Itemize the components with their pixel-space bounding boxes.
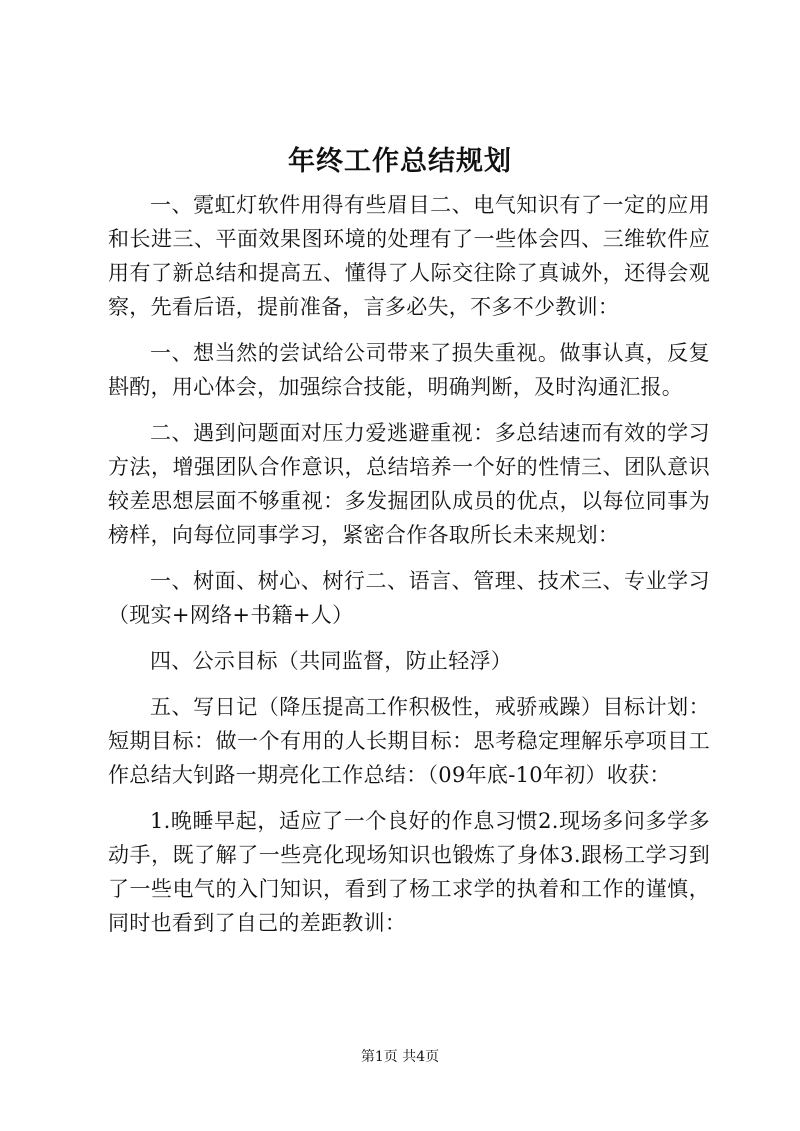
paragraph: 二、遇到问题面对压力爱逃避重视：多总结速而有效的学习方法，增强团队合作意识，总结培养一个好的性情三、团队意识较差思想层面不够重视：多发掘团队成员的优点，以每位同事为榜样，向每位同事学习，紧密合作各取所长未来规划：: [108, 421, 710, 547]
document-body: [108, 188, 710, 952]
paragraph: 1.晚睡早起，适应了一个良好的作息习惯2.现场多问多学多动手，既了解了一些亮化现场知识也锻炼了身体3.跟杨工学习到了一些电气的入门知识，看到了杨工求学的执着和工作的谨慎，同时也看到了自己的差距教训：: [108, 809, 710, 935]
document-title: 年终工作总结规划: [288, 146, 512, 177]
paragraph: 五、写日记（降压提高工作积极性，戒骄戒躁）目标计划：短期目标：做一个有用的人长期目标：思考稳定理解乐亭项目工作总结大钊路一期亮化工作总结：（09年底-10年初）收获：: [108, 695, 710, 787]
paragraph: 一、霓虹灯软件用得有些眉目二、电气知识有了一定的应用和长进三、平面效果图环境的处理有了一些体会四、三维软件应用有了新总结和提高五、懂得了人际交往除了真诚外，还得会观察，先看后语，提前准备，言多必失，不多不少教训：: [108, 193, 710, 319]
page-footer: 第1页 共4页: [360, 1049, 440, 1065]
paragraph: 四、公示目标（共同监督，防止轻浮）: [150, 649, 513, 673]
paragraph: 一、想当然的尝试给公司带来了损失重视。做事认真，反复斟酌，用心体会，加强综合技能，明确判断，及时沟通汇报。: [108, 341, 710, 399]
paragraph: 一、树面、树心、树行二、语言、管理、技术三、专业学习（现实+网络+书籍+人）: [108, 569, 710, 627]
